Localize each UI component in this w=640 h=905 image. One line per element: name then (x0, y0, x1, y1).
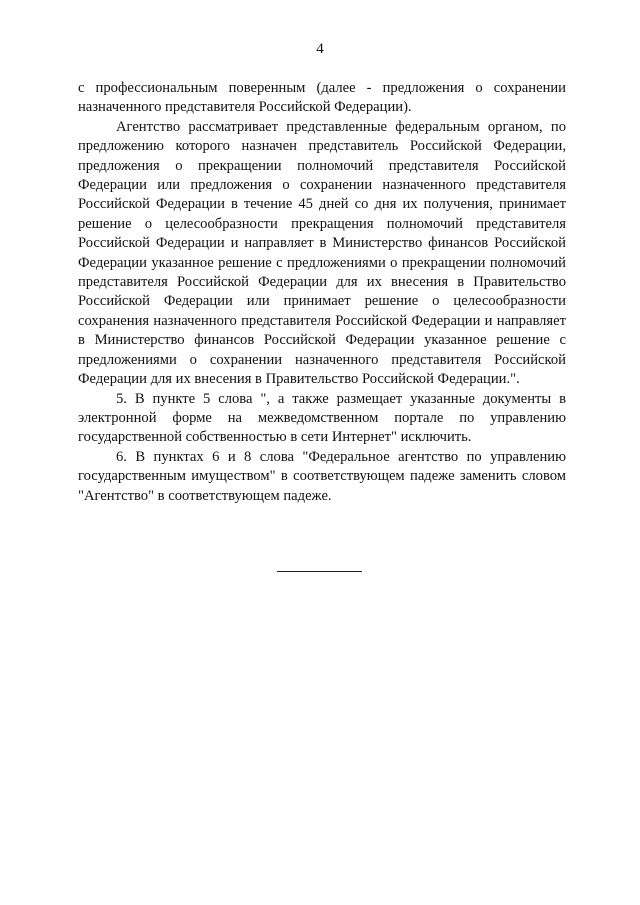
page-number: 4 (316, 41, 324, 57)
paragraph-continuation: с профессиональным поверенным (далее - предложения о сохранении назначенного представителя Российской Федерации). (78, 80, 566, 116)
paragraph-item-6: 6. В пунктах 6 и 8 слова "Федеральное агентство по управлению государственным имуществом" в соответствующем падеже заменить словом "Агентство" в соответствующем падеже. (78, 448, 566, 504)
document-body (78, 79, 566, 506)
paragraph-agency-review: Агентство рассматривает представленные федеральным органом, по предложению которого назначен представитель Российской Федерации, предложения о прекращении полномочий представителя Российской Федерации или предложения о сохранении назначенного представителя Российской Федерации в течение 45 дней со дня их получения, принимает решение о целесообразности прекращения полномочий представителя Российской Федерации и направляет в Министерство финансов Российской Федерации указанное решение с предложениями о прекращении полномочий представителя Российской Федерации для их внесения в Правительство Российской Федерации или принимает решение о целесообразности сохранения назначенного представителя Российской Федерации и направляет в Министерство финансов Российской Федерации указанное решение с предложениями о сохранении назначенного представителя Российской Федерации для их внесения в Правительство Российской Федерации.". (78, 118, 566, 388)
end-of-document-rule (277, 571, 362, 572)
paragraph-item-5: 5. В пункте 5 слова ", а также размещает указанные документы в электронной форме на межведомственном портале по управлению государственной собственностью в сети Интернет" исключить. (78, 390, 566, 446)
